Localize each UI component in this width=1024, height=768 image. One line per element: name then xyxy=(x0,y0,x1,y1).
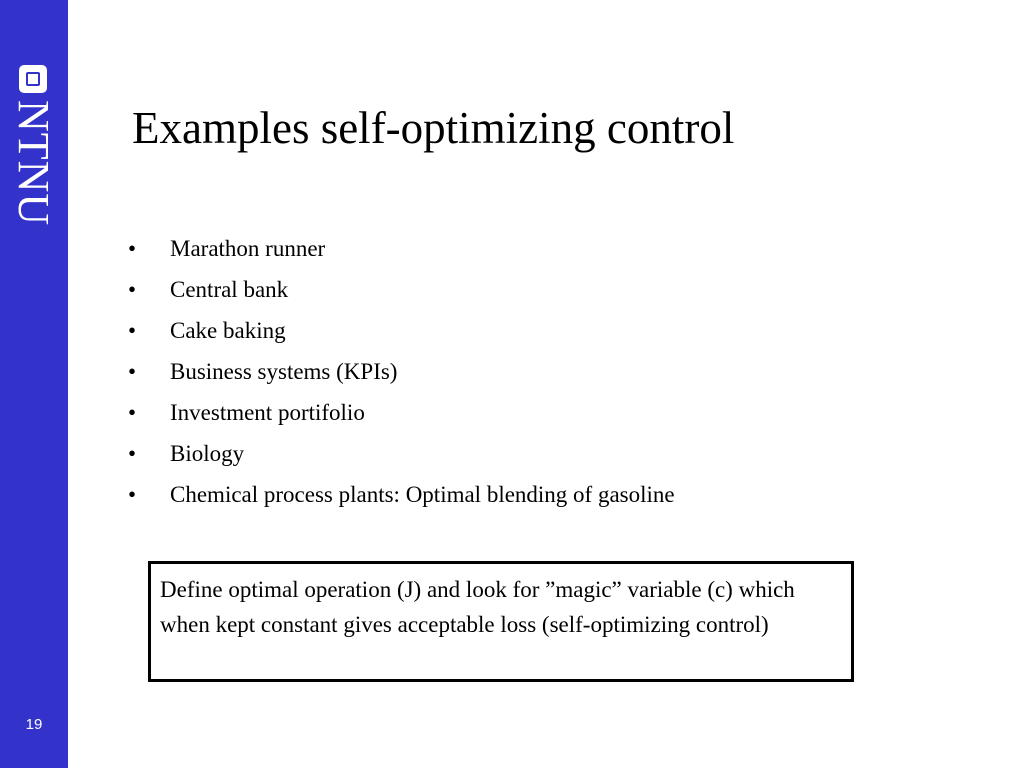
ntnu-logo-icon xyxy=(19,65,47,93)
list-item xyxy=(128,310,675,351)
bullet-icon: • xyxy=(128,441,137,466)
bullet-text: Chemical process plants: Optimal blending of gasoline xyxy=(170,482,675,507)
list-item xyxy=(128,351,675,392)
ntnu-logo-text: NTNU xyxy=(9,100,58,227)
bullet-text: Biology xyxy=(170,441,245,466)
list-item xyxy=(128,269,675,310)
bullet-text: Business systems (KPIs) xyxy=(170,359,398,384)
list-item xyxy=(128,392,675,433)
bullet-icon: • xyxy=(128,236,137,261)
bullet-text: Cake baking xyxy=(170,318,286,343)
bullet-list xyxy=(128,228,675,515)
bullet-text: Marathon runner xyxy=(170,236,326,261)
bullet-text: Central bank xyxy=(170,277,289,302)
bullet-icon: • xyxy=(128,400,137,425)
sidebar xyxy=(0,0,68,768)
callout-box: Define optimal operation (J) and look for ”magic” variable (c) which when kept constant gives acceptable loss (self-optimizing control) xyxy=(148,561,854,682)
list-item xyxy=(128,228,675,269)
list-item xyxy=(128,433,675,474)
slide-title: Examples self-optimizing control xyxy=(132,103,735,153)
bullet-icon: • xyxy=(128,318,137,343)
bullet-text: Investment portifolio xyxy=(170,400,365,425)
bullet-icon: • xyxy=(128,482,137,507)
list-item xyxy=(128,474,675,515)
page-number: 19 xyxy=(25,716,43,733)
bullet-icon: • xyxy=(128,359,137,384)
bullet-icon: • xyxy=(128,277,137,302)
